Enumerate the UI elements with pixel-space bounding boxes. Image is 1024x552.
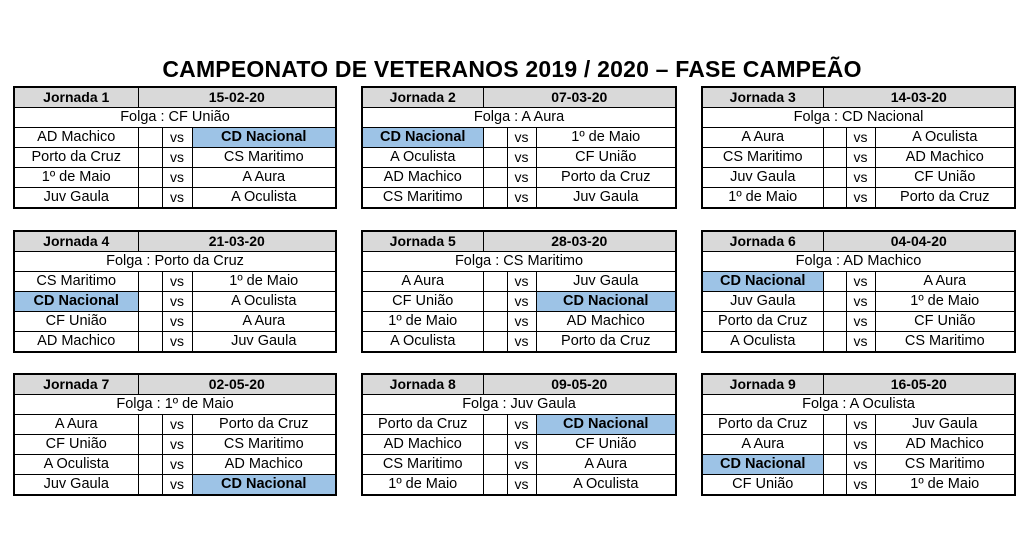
jornada-table	[361, 373, 677, 496]
spacer-cell	[138, 292, 162, 312]
home-team: A Aura	[14, 415, 138, 435]
away-team: A Oculista	[192, 292, 336, 312]
jornada-header	[14, 374, 336, 395]
jornada-date: 04-04-20	[823, 231, 1015, 252]
away-team: AD Machico	[192, 455, 336, 475]
vs-label: vs	[846, 475, 875, 496]
match-row	[702, 292, 1015, 312]
home-team: CF União	[702, 475, 823, 496]
vs-label: vs	[162, 148, 192, 168]
folga-row	[362, 108, 676, 128]
match-row	[362, 455, 676, 475]
vs-label: vs	[507, 475, 536, 496]
jornada-name: Jornada 6	[702, 231, 823, 252]
spacer-cell	[823, 188, 846, 209]
home-team: Porto da Cruz	[14, 148, 138, 168]
vs-label: vs	[507, 292, 536, 312]
spacer-cell	[138, 272, 162, 292]
spacer-cell	[823, 475, 846, 496]
home-team: AD Machico	[362, 435, 483, 455]
home-team: CS Maritimo	[702, 148, 823, 168]
home-team: 1º de Maio	[362, 475, 483, 496]
spacer-cell	[823, 455, 846, 475]
home-team: A Oculista	[702, 332, 823, 353]
spacer-cell	[138, 188, 162, 209]
match-row	[362, 415, 676, 435]
match-row	[362, 128, 676, 148]
vs-label: vs	[507, 312, 536, 332]
vs-label: vs	[846, 188, 875, 209]
match-row	[14, 128, 336, 148]
spacer-cell	[823, 168, 846, 188]
spacer-cell	[483, 332, 507, 353]
home-team: A Aura	[362, 272, 483, 292]
vs-label: vs	[162, 128, 192, 148]
vs-label: vs	[507, 435, 536, 455]
match-row	[702, 435, 1015, 455]
away-team: CF União	[536, 435, 676, 455]
vs-label: vs	[162, 332, 192, 353]
vs-label: vs	[846, 148, 875, 168]
folga-label: Folga : CD Nacional	[702, 108, 1015, 128]
spacer-cell	[823, 272, 846, 292]
home-team: AD Machico	[14, 332, 138, 353]
spacer-cell	[138, 475, 162, 496]
spacer-cell	[138, 415, 162, 435]
jornada-header	[702, 231, 1015, 252]
away-team: Porto da Cruz	[875, 188, 1015, 209]
away-team: A Oculista	[192, 188, 336, 209]
folga-label: Folga : A Aura	[362, 108, 676, 128]
vs-label: vs	[162, 475, 192, 496]
match-row	[14, 475, 336, 496]
vs-label: vs	[846, 272, 875, 292]
away-team: CD Nacional	[192, 128, 336, 148]
jornada-name: Jornada 4	[14, 231, 138, 252]
jornada-date: 14-03-20	[823, 87, 1015, 108]
home-team: Juv Gaula	[702, 168, 823, 188]
jornada-name: Jornada 5	[362, 231, 483, 252]
home-team: CS Maritimo	[362, 455, 483, 475]
spacer-cell	[138, 168, 162, 188]
match-row	[702, 415, 1015, 435]
spacer-cell	[138, 148, 162, 168]
vs-label: vs	[846, 168, 875, 188]
match-row	[14, 148, 336, 168]
vs-label: vs	[846, 312, 875, 332]
jornada-table	[361, 86, 677, 209]
away-team: CD Nacional	[536, 415, 676, 435]
folga-label: Folga : CS Maritimo	[362, 252, 676, 272]
away-team: CS Maritimo	[875, 455, 1015, 475]
away-team: Porto da Cruz	[192, 415, 336, 435]
spacer-cell	[823, 312, 846, 332]
vs-label: vs	[846, 332, 875, 353]
folga-label: Folga : CF União	[14, 108, 336, 128]
away-team: CS Maritimo	[192, 148, 336, 168]
match-row	[14, 188, 336, 209]
page-title: CAMPEONATO DE VETERANOS 2019 / 2020 – FASE CAMPEÃO	[162, 56, 862, 82]
jornada-name: Jornada 7	[14, 374, 138, 395]
spacer-cell	[823, 415, 846, 435]
away-team: A Oculista	[536, 475, 676, 496]
vs-label: vs	[846, 455, 875, 475]
away-team: 1º de Maio	[536, 128, 676, 148]
vs-label: vs	[846, 415, 875, 435]
home-team: Juv Gaula	[14, 188, 138, 209]
jornada-header	[362, 87, 676, 108]
match-row	[362, 272, 676, 292]
jornada-name: Jornada 8	[362, 374, 483, 395]
vs-label: vs	[507, 148, 536, 168]
vs-label: vs	[507, 168, 536, 188]
folga-row	[702, 252, 1015, 272]
away-team: CD Nacional	[536, 292, 676, 312]
folga-row	[362, 395, 676, 415]
home-team: Porto da Cruz	[702, 415, 823, 435]
away-team: A Aura	[875, 272, 1015, 292]
spacer-cell	[483, 148, 507, 168]
vs-label: vs	[162, 188, 192, 209]
home-team: A Aura	[702, 435, 823, 455]
home-team: Porto da Cruz	[362, 415, 483, 435]
home-team: 1º de Maio	[702, 188, 823, 209]
vs-label: vs	[507, 415, 536, 435]
home-team: CD Nacional	[362, 128, 483, 148]
match-row	[362, 148, 676, 168]
folga-label: Folga : AD Machico	[702, 252, 1015, 272]
jornada-table	[701, 230, 1016, 353]
vs-label: vs	[846, 292, 875, 312]
home-team: AD Machico	[362, 168, 483, 188]
vs-label: vs	[507, 272, 536, 292]
match-row	[14, 332, 336, 353]
away-team: Juv Gaula	[875, 415, 1015, 435]
away-team: CD Nacional	[192, 475, 336, 496]
spacer-cell	[823, 128, 846, 148]
jornada-header	[702, 87, 1015, 108]
spacer-cell	[823, 292, 846, 312]
home-team: Porto da Cruz	[702, 312, 823, 332]
home-team: AD Machico	[14, 128, 138, 148]
match-row	[14, 292, 336, 312]
away-team: CS Maritimo	[192, 435, 336, 455]
jornada-table	[13, 373, 337, 496]
vs-label: vs	[507, 128, 536, 148]
jornada-date: 09-05-20	[483, 374, 676, 395]
jornada-header	[702, 374, 1015, 395]
spacer-cell	[483, 455, 507, 475]
away-team: 1º de Maio	[875, 475, 1015, 496]
spacer-cell	[823, 435, 846, 455]
away-team: Juv Gaula	[536, 188, 676, 209]
home-team: CD Nacional	[702, 272, 823, 292]
away-team: CS Maritimo	[875, 332, 1015, 353]
away-team: Juv Gaula	[192, 332, 336, 353]
vs-label: vs	[162, 292, 192, 312]
jornada-table	[361, 230, 677, 353]
away-team: 1º de Maio	[192, 272, 336, 292]
vs-label: vs	[162, 455, 192, 475]
home-team: A Aura	[702, 128, 823, 148]
folga-row	[14, 252, 336, 272]
spacer-cell	[483, 435, 507, 455]
match-row	[702, 148, 1015, 168]
vs-label: vs	[162, 415, 192, 435]
spacer-cell	[138, 435, 162, 455]
home-team: A Oculista	[14, 455, 138, 475]
away-team: Porto da Cruz	[536, 168, 676, 188]
folga-row	[14, 395, 336, 415]
away-team: Juv Gaula	[536, 272, 676, 292]
match-row	[362, 188, 676, 209]
vs-label: vs	[846, 435, 875, 455]
jornada-table	[13, 86, 337, 209]
home-team: CS Maritimo	[362, 188, 483, 209]
away-team: AD Machico	[875, 435, 1015, 455]
spacer-cell	[823, 332, 846, 353]
folga-row	[702, 395, 1015, 415]
spacer-cell	[138, 332, 162, 353]
jornada-name: Jornada 2	[362, 87, 483, 108]
match-row	[702, 475, 1015, 496]
away-team: A Aura	[536, 455, 676, 475]
away-team: A Aura	[192, 312, 336, 332]
spacer-cell	[483, 292, 507, 312]
vs-label: vs	[162, 272, 192, 292]
home-team: CF União	[14, 312, 138, 332]
jornada-header	[362, 231, 676, 252]
home-team: CF União	[14, 435, 138, 455]
match-row	[702, 455, 1015, 475]
vs-label: vs	[162, 435, 192, 455]
away-team: CF União	[536, 148, 676, 168]
away-team: CF União	[875, 312, 1015, 332]
away-team: Porto da Cruz	[536, 332, 676, 353]
jornada-date: 02-05-20	[138, 374, 336, 395]
match-row	[702, 332, 1015, 353]
spacer-cell	[138, 312, 162, 332]
match-row	[362, 435, 676, 455]
away-team: CF União	[875, 168, 1015, 188]
match-row	[702, 168, 1015, 188]
spacer-cell	[483, 475, 507, 496]
jornada-header	[14, 87, 336, 108]
jornada-table	[701, 86, 1016, 209]
spacer-cell	[138, 455, 162, 475]
match-row	[362, 168, 676, 188]
jornada-date: 21-03-20	[138, 231, 336, 252]
folga-label: Folga : 1º de Maio	[14, 395, 336, 415]
vs-label: vs	[507, 332, 536, 353]
home-team: Juv Gaula	[14, 475, 138, 496]
away-team: AD Machico	[875, 148, 1015, 168]
spacer-cell	[483, 188, 507, 209]
match-row	[702, 128, 1015, 148]
spacer-cell	[483, 312, 507, 332]
away-team: A Oculista	[875, 128, 1015, 148]
folga-label: Folga : Juv Gaula	[362, 395, 676, 415]
home-team: CD Nacional	[702, 455, 823, 475]
jornada-name: Jornada 3	[702, 87, 823, 108]
match-row	[14, 168, 336, 188]
spacer-cell	[483, 128, 507, 148]
home-team: Juv Gaula	[702, 292, 823, 312]
match-row	[14, 435, 336, 455]
home-team: CS Maritimo	[14, 272, 138, 292]
jornada-date: 07-03-20	[483, 87, 676, 108]
jornada-header	[14, 231, 336, 252]
vs-label: vs	[162, 312, 192, 332]
match-row	[362, 292, 676, 312]
match-row	[362, 332, 676, 353]
folga-row	[14, 108, 336, 128]
jornada-table	[701, 373, 1016, 496]
jornada-table	[13, 230, 337, 353]
away-team: 1º de Maio	[875, 292, 1015, 312]
match-row	[702, 188, 1015, 209]
vs-label: vs	[162, 168, 192, 188]
jornada-date: 16-05-20	[823, 374, 1015, 395]
match-row	[362, 475, 676, 496]
match-row	[702, 272, 1015, 292]
vs-label: vs	[507, 188, 536, 209]
folga-row	[702, 108, 1015, 128]
match-row	[14, 455, 336, 475]
match-row	[702, 312, 1015, 332]
jornada-name: Jornada 1	[14, 87, 138, 108]
away-team: AD Machico	[536, 312, 676, 332]
spacer-cell	[483, 415, 507, 435]
jornada-date: 28-03-20	[483, 231, 676, 252]
home-team: A Oculista	[362, 148, 483, 168]
match-row	[14, 415, 336, 435]
vs-label: vs	[846, 128, 875, 148]
jornada-date: 15-02-20	[138, 87, 336, 108]
match-row	[362, 312, 676, 332]
home-team: CF União	[362, 292, 483, 312]
home-team: 1º de Maio	[14, 168, 138, 188]
jornada-name: Jornada 9	[702, 374, 823, 395]
spacer-cell	[823, 148, 846, 168]
away-team: A Aura	[192, 168, 336, 188]
spacer-cell	[138, 128, 162, 148]
match-row	[14, 312, 336, 332]
vs-label: vs	[507, 455, 536, 475]
home-team: A Oculista	[362, 332, 483, 353]
home-team: 1º de Maio	[362, 312, 483, 332]
spacer-cell	[483, 168, 507, 188]
folga-row	[362, 252, 676, 272]
spacer-cell	[483, 272, 507, 292]
jornada-header	[362, 374, 676, 395]
home-team: CD Nacional	[14, 292, 138, 312]
folga-label: Folga : A Oculista	[702, 395, 1015, 415]
folga-label: Folga : Porto da Cruz	[14, 252, 336, 272]
match-row	[14, 272, 336, 292]
